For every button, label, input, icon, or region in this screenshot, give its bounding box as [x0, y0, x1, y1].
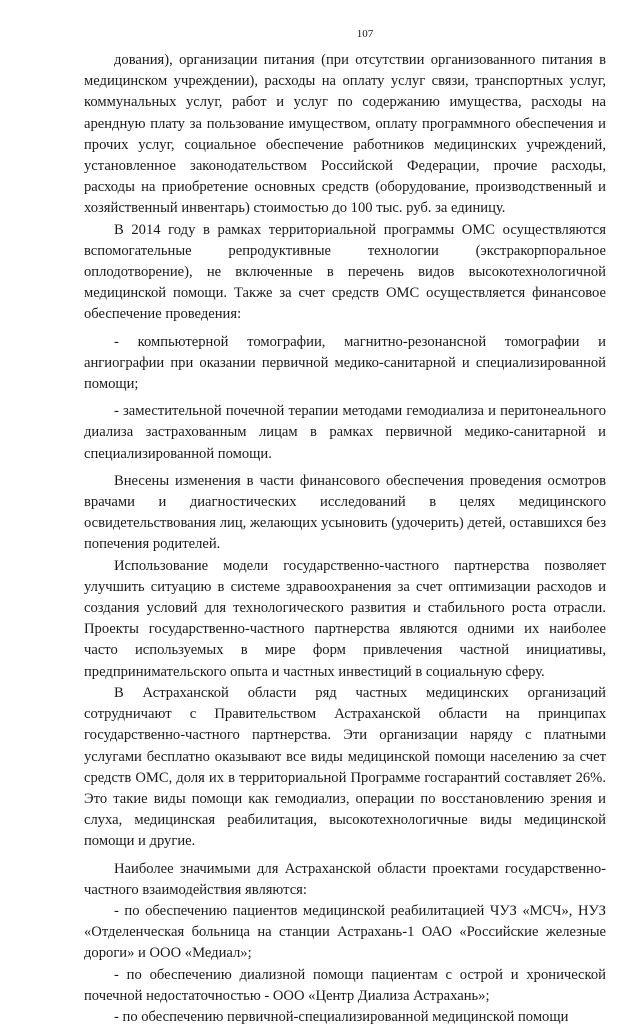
- paragraph-expenses: дования), организации питания (при отсутствии организованного питания в медицинском учреждении), расходы на оплату услуг связи, транспортных услуг, коммунальных услуг, работ и услуг по содержанию имущества, расходы на арендную плату за пользование имуществом, оплату программного обеспечения и прочих услуг, социальное обеспечение работников медицинских учреждений, установленное законодательством Российской Федерации, прочие расходы, расходы на приобретение основных средств (оборудование, производственный и хозяйственный инвентарь) стоимостью до 100 тыс. руб. за единицу.: [84, 52, 606, 217]
- list-item-primary-care: - по обеспечению первичной-специализированной медицинской помощи: [114, 1008, 569, 1025]
- paragraph-oms-2014: В 2014 году в рамках территориальной программы ОМС осуществляются вспомогательные репродуктивные технологии (экстракорпоральное оплодотворение), не включенные в перечень видов высокотехнологичной медицинской помощи. Также за счет средств ОМС осуществляется финансовое обеспечение проведения:: [84, 221, 606, 323]
- list-item-rehabilitation: - по обеспечению пациентов медицинской реабилитацией ЧУЗ «МСЧ», НУЗ «Отделенческая больница на станции Астрахань-1 ОАО «Российские железные дороги» и ООО «Медиал»;: [84, 902, 606, 962]
- page-number: 107: [356, 28, 374, 40]
- list-item-dialysis-center: - по обеспечению диализной помощи пациентам с острой и хронической почечной недостаточностью - ООО «Центр Диализа Астрахань»;: [84, 966, 606, 1004]
- paragraph-examinations: Внесены изменения в части финансового обеспечения проведения осмотров врачами и диагностических исследований в целях медицинского освидетельствования лиц, желающих усыновить (удочерить) детей, оставшихся без попечения родителей.: [84, 472, 606, 553]
- paragraph-public-private-partnership: Использование модели государственно-частного партнерства позволяет улучшить ситуацию в системе здравоохранения за счет оптимизации расходов и создания условий для технологического развития и стабильного роста отрасли. Проекты государственно-частного партнерства являются одними их наиболее часто используемых в мире форм привлечения частной инициативы, предпринимательского опыта и частных инвестиций в социальную сферу.: [84, 557, 606, 680]
- list-item-dialysis-therapy: - заместительной почечной терапии методами гемодиализа и перитонеального диализа застрахованным лицам в рамках первичной медико-санитарной и специализированной помощи.: [84, 403, 606, 462]
- paragraph-astrakhan-organizations: В Астраханской области ряд частных медицинских организаций сотрудничают с Правительством Астраханской области на принципах государственно-частного партнерства. Эти организации наряду с платными услугами бесплатно оказывают все виды медицинской помощи населению за счет средств ОМС, доля их в территориальной Программе госгарантий составляет 26%. Это такие виды помощи как гемодиализ, операции по восстановлению зрения и слуха, медицинская реабилитация, высокотехнологичные виды медицинской помощи и другие.: [84, 684, 606, 850]
- list-item-tomography: - компьютерной томографии, магнитно-резонансной томографии и ангиографии при оказании первичной медико-санитарной и специализированной помощи;: [84, 333, 606, 393]
- paragraph-significant-projects: Наиболее значимыми для Астраханской области проектами государственно-частного взаимодействия являются:: [84, 860, 606, 898]
